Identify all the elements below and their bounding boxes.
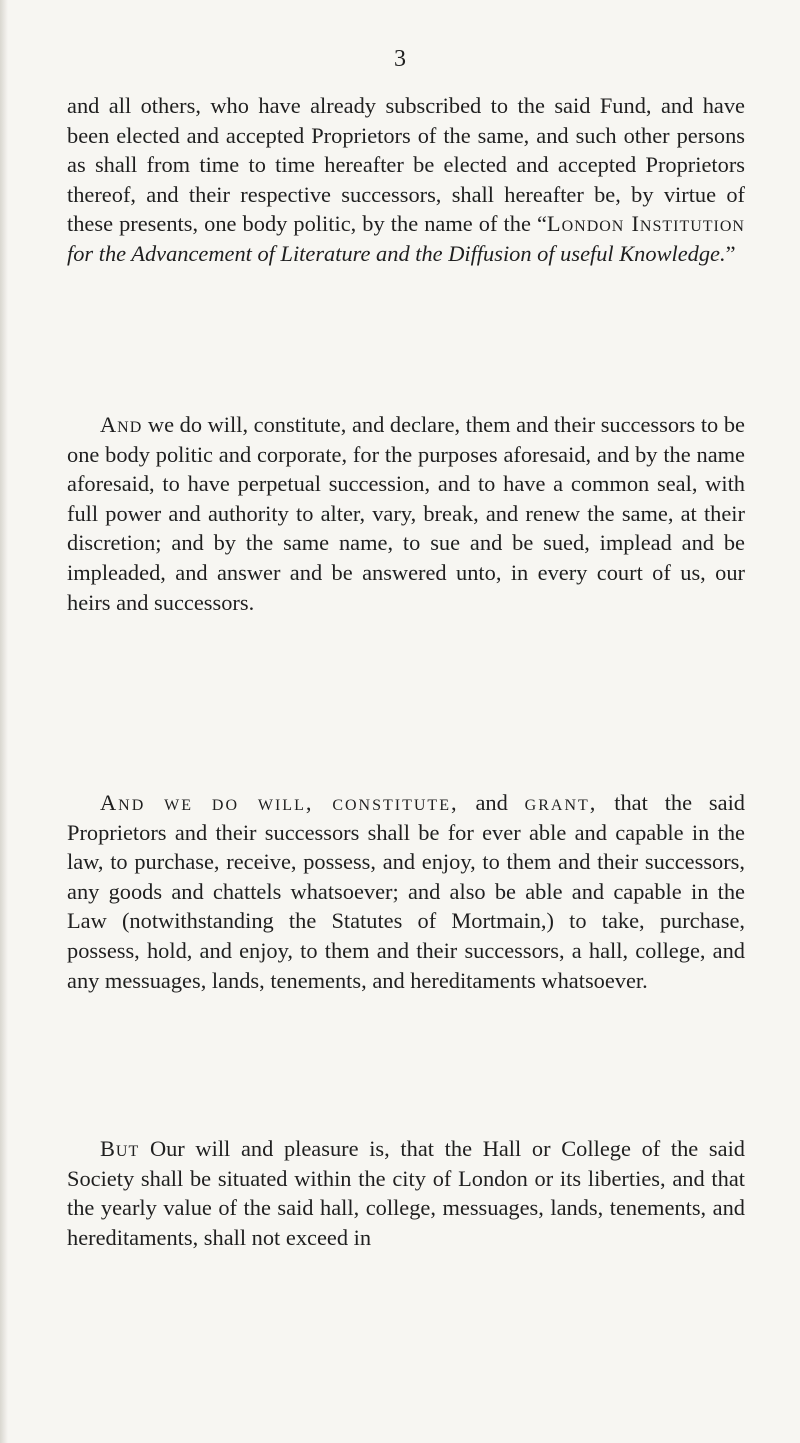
paragraph-4 <box>67 1134 745 1252</box>
paragraph-1-part-a: and all others, who have already subscribed to the said Fund, and have been elected and accepted Proprietors of the same, and such other persons as shall from time to time hereafter be elected and accepted Proprietors thereof, and their respective successors, shall hereafter be, by virtue of these presents, one body politic, by the name of the “ <box>67 93 745 237</box>
paragraph-3-and: and <box>458 790 525 815</box>
paragraph-3 <box>67 788 745 995</box>
paragraph-2-lead: And <box>100 412 143 437</box>
paragraph-3-grant: grant, <box>524 790 598 815</box>
paragraph-4-body: Our will and pleasure is, that the Hall or College of the said Society shall be situated within the city of London or its liberties, and that the yearly value of the said hall, college, messuages, lands, tenements, and hereditaments, shall not exceed in <box>67 1136 745 1250</box>
paragraph-1-text <box>67 91 745 269</box>
page-number: 3 <box>394 46 406 72</box>
paragraph-4-text <box>67 1134 745 1252</box>
paragraph-2-text <box>67 410 745 617</box>
institution-purpose: for the Advancement of Literature and the Diffusion of useful Knowledge. <box>67 240 726 266</box>
paragraph-4-lead: But <box>100 1136 140 1161</box>
institution-name: London Institution <box>546 211 745 237</box>
paragraph-1 <box>67 91 745 269</box>
paragraph-2-body: we do will, constitute, and declare, them and their successors to be one body politic and corporate, for the purposes aforesaid, and by the name aforesaid, to have perpetual succession, and to have a common seal, with full power and authority to alter, vary, break, and renew the same, at their discretion; and by the same name, to sue and be sued, implead and be impleaded, and answer and be answered unto, in every court of us, our heirs and successors. <box>67 412 745 615</box>
paragraph-3-lead: And we do will, constitute, <box>100 790 459 815</box>
paragraph-3-body: that the said Proprietors and their successors shall be for ever able and capable in the law, to purchase, receive, possess, and enjoy, to them and their successors, any goods and chattels whatsoever; and also be able and capable in the Law (notwithstanding the Statutes of Mortmain,) to take, purchase, possess, hold, and enjoy, to them and their successors, a hall, college, and any messuages, lands, tenements, and hereditaments whatsoever. <box>67 790 746 993</box>
paragraph-1-closing-quote: ” <box>725 240 736 266</box>
paragraph-3-text <box>67 788 745 995</box>
paragraph-2 <box>67 410 745 617</box>
page-edge-shadow <box>0 0 8 1443</box>
